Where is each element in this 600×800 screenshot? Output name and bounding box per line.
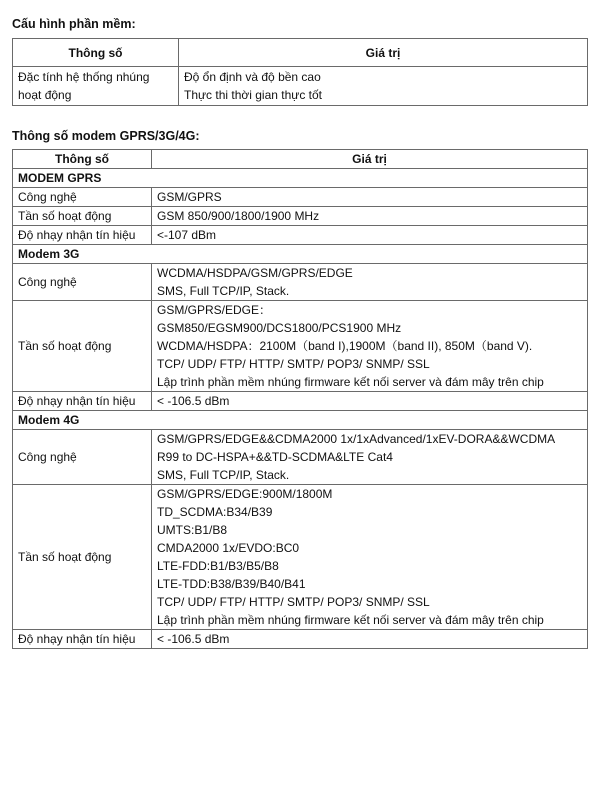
value-line: WCDMA/HSDPA：2100M（band I),1900M（band II), 850M（band V). <box>157 339 533 353</box>
value-line: LTE-FDD:B1/B3/B5/B8 <box>157 559 279 573</box>
value-line: TCP/ UDP/ FTP/ HTTP/ SMTP/ POP3/ SNMP/ SSL <box>157 595 430 609</box>
table-row <box>13 392 588 411</box>
value-line: Lập trình phần mềm nhúng firmware kết nối server và đám mây trên chip <box>157 613 544 627</box>
value-line: SMS, Full TCP/IP, Stack. <box>157 468 290 482</box>
value-cell <box>179 67 588 106</box>
value-line: GSM850/EGSM900/DCS1800/PCS1900 MHz <box>157 321 402 335</box>
param-cell: Công nghệ <box>13 430 152 485</box>
value-cell: GSM/GPRS <box>152 188 588 207</box>
param-cell: Tần số hoạt động <box>13 301 152 392</box>
value-cell <box>152 485 588 630</box>
value-cell <box>152 301 588 392</box>
section-title: Modem 3G <box>13 245 588 264</box>
value-line: SMS, Full TCP/IP, Stack. <box>157 284 290 298</box>
param-line: hoạt động <box>18 88 72 102</box>
value-line: Độ ổn định và độ bền cao <box>184 70 321 84</box>
value-cell <box>152 430 588 485</box>
software-config-table <box>12 38 588 106</box>
value-cell: < -106.5 dBm <box>152 630 588 649</box>
table-row <box>13 485 588 630</box>
section-title: Modem 4G <box>13 411 588 430</box>
table-header-row <box>13 39 588 67</box>
value-line: CMDA2000 1x/EVDO:BC0 <box>157 541 300 555</box>
value-cell: <-107 dBm <box>152 226 588 245</box>
table-row <box>13 301 588 392</box>
section-title: MODEM GPRS <box>13 169 588 188</box>
table-row <box>13 188 588 207</box>
table-row <box>13 264 588 301</box>
section-row-gprs <box>13 169 588 188</box>
value-line: UMTS:B1/B8 <box>157 523 228 537</box>
table-row <box>13 226 588 245</box>
value-line: TCP/ UDP/ FTP/ HTTP/ SMTP/ POP3/ SNMP/ SSL <box>157 357 430 371</box>
param-cell: Công nghệ <box>13 188 152 207</box>
param-cell: Tần số hoạt động <box>13 207 152 226</box>
value-cell: GSM 850/900/1800/1900 MHz <box>152 207 588 226</box>
value-line: GSM/GPRS/EDGE:900M/1800M <box>157 487 333 501</box>
header-value: Giá trị <box>179 39 588 67</box>
value-cell <box>152 264 588 301</box>
header-param: Thông số <box>13 150 152 169</box>
table-row <box>13 207 588 226</box>
param-cell: Độ nhạy nhận tín hiệu <box>13 630 152 649</box>
value-line: GSM/GPRS/EDGE&&CDMA2000 1x/1xAdvanced/1xEV-DORA&&WCDMA <box>157 432 556 446</box>
param-cell: Tần số hoạt động <box>13 485 152 630</box>
table-row <box>13 430 588 485</box>
table-row <box>13 67 588 106</box>
value-line: LTE-TDD:B38/B39/B40/B41 <box>157 577 306 591</box>
table-header-row <box>13 150 588 169</box>
value-line: Lập trình phần mềm nhúng firmware kết nối server và đám mây trên chip <box>157 375 544 389</box>
param-cell: Công nghệ <box>13 264 152 301</box>
value-line: R99 to DC-HSPA+&&TD-SCDMA&LTE Cat4 <box>157 450 393 464</box>
header-value: Giá trị <box>152 150 588 169</box>
section-row-4g <box>13 411 588 430</box>
value-line: TD_SCDMA:B34/B39 <box>157 505 273 519</box>
value-line: Thực thi thời gian thực tốt <box>184 88 322 102</box>
table-row <box>13 630 588 649</box>
software-config-heading: Cấu hình phần mềm: <box>12 17 136 31</box>
modem-spec-table <box>12 149 588 649</box>
section-row-3g <box>13 245 588 264</box>
modem-spec-heading: Thông số modem GPRS/3G/4G: <box>12 129 200 143</box>
header-param: Thông số <box>13 39 179 67</box>
param-cell: Độ nhạy nhận tín hiệu <box>13 226 152 245</box>
value-line: WCDMA/HSDPA/GSM/GPRS/EDGE <box>157 266 353 280</box>
param-cell: Độ nhạy nhận tín hiệu <box>13 392 152 411</box>
param-cell <box>13 67 179 106</box>
value-cell: < -106.5 dBm <box>152 392 588 411</box>
value-line: GSM/GPRS/EDGE： <box>157 303 272 317</box>
param-line: Đặc tính hệ thống nhúng <box>18 70 150 84</box>
